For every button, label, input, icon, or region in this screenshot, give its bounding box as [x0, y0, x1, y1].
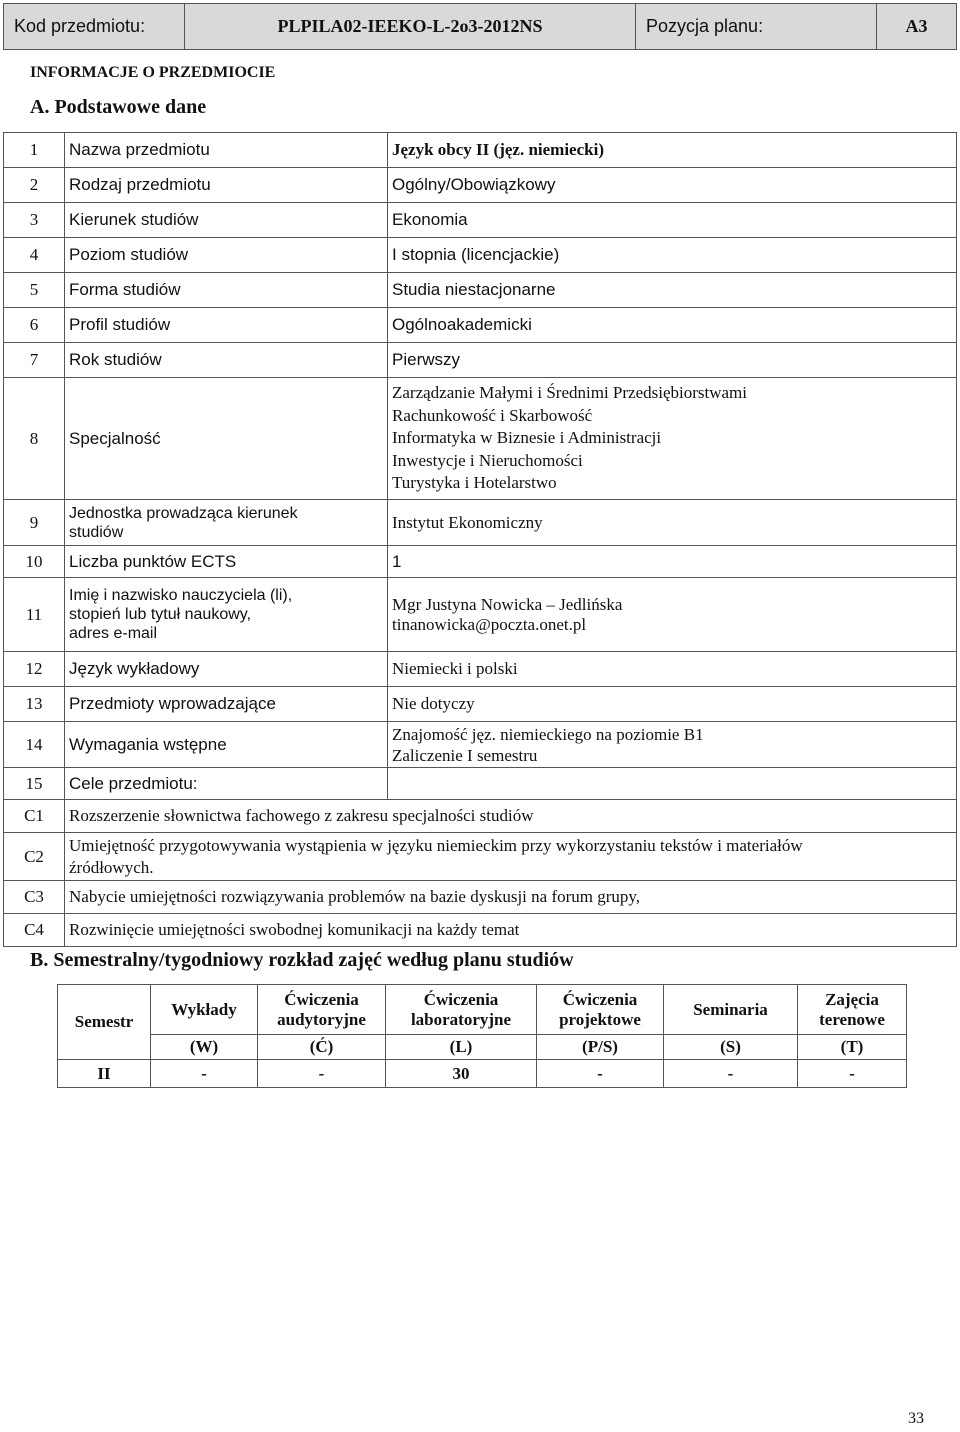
code-label: Kod przedmiotu:: [4, 4, 185, 50]
semester-header: Semestr: [58, 985, 151, 1060]
course-name: Język obcy II (jęz. niemiecki): [388, 133, 957, 168]
table-row: II - - 30 - - -: [58, 1060, 907, 1088]
table-row: 13 Przedmioty wprowadzające Nie dotyczy: [4, 687, 957, 722]
table-row: 6 Profil studiów Ogólnoakademicki: [4, 308, 957, 343]
teacher-contact: Mgr Justyna Nowicka – Jedlińska tinanowicka@poczta.onet.pl: [388, 578, 957, 652]
table-row: Semestr Wykłady Ćwiczenia audytoryjne Ćwiczenia laboratoryjne Ćwiczenia projektowe Seminaria Zajęcia terenowe: [58, 985, 907, 1035]
section-a-title: A. Podstawowe dane: [30, 96, 207, 118]
table-row: 4 Poziom studiów I stopnia (licencjackie): [4, 238, 957, 273]
specialization-list: Zarządzanie Małymi i Średnimi Przedsiębiorstwami Rachunkowość i Skarbowość Informatyka w Biznesie i Administracji Inwestycje i Nieruchomości Turystyka i Hotelarstwo: [388, 378, 957, 500]
table-row: 8 Specjalność Zarządzanie Małymi i Średnimi Przedsiębiorstwami Rachunkowość i Skarbowość Informatyka w Biznesie i Administracji Inwestycje i Nieruchomości Turystyka i Hotelarstwo: [4, 378, 957, 500]
goal-row: C1 Rozszerzenie słownictwa fachowego z zakresu specjalności studiów: [4, 800, 957, 833]
table-row: 11 Imię i nazwisko nauczyciela (li), stopień lub tytuł naukowy, adres e-mail Mgr Justyna Nowicka – Jedlińska tinanowicka@poczta.onet.pl: [4, 578, 957, 652]
section-b-title: B. Semestralny/tygodniowy rozkład zajęć według planu studiów: [30, 949, 574, 971]
table-row: 15 Cele przedmiotu:: [4, 768, 957, 800]
info-title: INFORMACJE O PRZEDMIOCIE: [30, 64, 276, 81]
code-value: PLPILA02-IEEKO-L-2o3-2012NS: [185, 4, 636, 50]
goal-row: C3 Nabycie umiejętności rozwiązywania problemów na bazie dyskusji na forum grupy,: [4, 881, 957, 914]
position-value: A3: [877, 4, 957, 50]
table-row: 10 Liczba punktów ECTS 1: [4, 546, 957, 578]
table-row: 14 Wymagania wstępne Znajomość jęz. niemieckiego na poziomie B1 Zaliczenie I semestru: [4, 722, 957, 768]
table-row: 12 Język wykładowy Niemiecki i polski: [4, 652, 957, 687]
table-row: 1 Nazwa przedmiotu Język obcy II (jęz. niemiecki): [4, 133, 957, 168]
page-number: 33: [908, 1410, 924, 1427]
goal-row: C4 Rozwinięcie umiejętności swobodnej komunikacji na każdy temat: [4, 914, 957, 947]
basic-data-table: [3, 132, 957, 947]
goal-row: C2 Umiejętność przygotowywania wystąpienia w języku niemieckim przy wykorzystaniu tekstów i materiałów źródłowych.: [4, 833, 957, 881]
table-row: 2 Rodzaj przedmiotu Ogólny/Obowiązkowy: [4, 168, 957, 203]
course-code-header: [3, 3, 957, 50]
table-row: 7 Rok studiów Pierwszy: [4, 343, 957, 378]
position-label: Pozycja planu:: [636, 4, 877, 50]
table-row: 3 Kierunek studiów Ekonomia: [4, 203, 957, 238]
table-row: (W) (Ć) (L) (P/S) (S) (T): [58, 1035, 907, 1060]
table-row: 9 Jednostka prowadząca kierunek studiów Instytut Ekonomiczny: [4, 500, 957, 546]
table-row: 5 Forma studiów Studia niestacjonarne: [4, 273, 957, 308]
schedule-table: [57, 984, 907, 1088]
